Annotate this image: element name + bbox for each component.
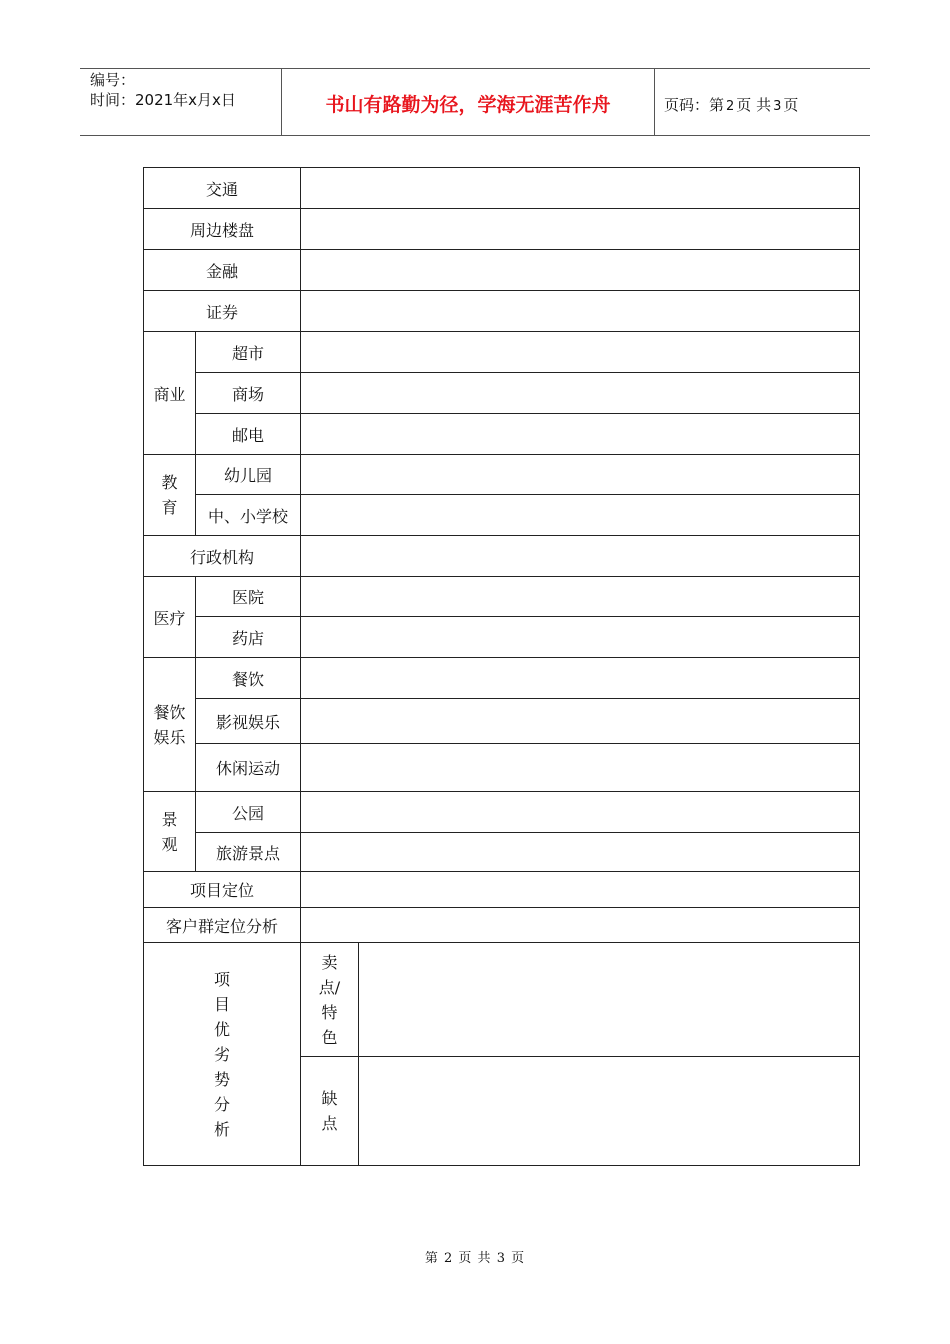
- page-current: 2: [726, 99, 735, 114]
- document-number-label: 编号：: [90, 71, 136, 89]
- row-label-weakness: [301, 1057, 358, 1165]
- header-top-rule: [80, 68, 870, 69]
- group-label-char: 教: [161, 473, 178, 492]
- row-label-finance: 金融: [205, 261, 238, 281]
- group-label-char: 析: [213, 1119, 230, 1139]
- group-label-char: 项: [213, 969, 230, 989]
- group-label-char: 观: [161, 834, 178, 854]
- group-label-char: 育: [161, 498, 178, 517]
- row-label-dining: 餐饮: [231, 669, 264, 689]
- group-label-char: 目: [213, 994, 230, 1014]
- row-label-post-office: 邮电: [231, 425, 264, 445]
- row-label-film-entertainment: 影视娱乐: [215, 712, 280, 732]
- label-char: 卖: [321, 952, 338, 972]
- survey-table: [143, 167, 860, 1166]
- group-label-education: [144, 455, 195, 535]
- row-label-nearby-buildings: 周边楼盘: [189, 220, 254, 240]
- group-label-line: 餐饮: [153, 702, 186, 722]
- group-label-line: 娱乐: [153, 727, 186, 747]
- row-label-schools: 中、小学校: [207, 506, 288, 526]
- group-label-char: 劣: [213, 1044, 230, 1064]
- header-motto: 书山有路勤为径，学海无涯苦作舟: [325, 94, 611, 116]
- label-char: 缺: [321, 1089, 338, 1108]
- row-label-mall: 商场: [231, 384, 264, 404]
- header-meta: [90, 70, 236, 110]
- group-label-char: 分: [213, 1094, 230, 1114]
- document-time-label: 时间：2021年x月x日: [90, 91, 236, 109]
- row-label-kindergarten: 幼儿园: [223, 466, 272, 485]
- row-label-customer-analysis: 客户群定位分析: [165, 916, 278, 936]
- row-label-pharmacy: 药店: [231, 628, 264, 648]
- row-label-leisure-sports: 休闲运动: [215, 759, 280, 778]
- label-char: 色: [321, 1027, 338, 1047]
- header-page-number: [664, 94, 798, 115]
- group-label-landscape: [144, 792, 195, 871]
- row-label-supermarket: 超市: [231, 343, 264, 363]
- label-char: 特: [321, 1002, 338, 1022]
- group-label-medical: 医疗: [153, 608, 186, 628]
- group-label-char: 优: [213, 1019, 230, 1039]
- group-label-dining: [144, 658, 195, 791]
- group-label-char: 景: [161, 809, 178, 829]
- header-divider: [654, 68, 655, 136]
- page-mid: 页 共: [736, 96, 772, 114]
- group-label-commerce: 商业: [153, 384, 186, 404]
- header-bottom-rule: [80, 135, 870, 136]
- row-label-project-positioning: 项目定位: [189, 881, 254, 900]
- group-label-char: 势: [213, 1069, 230, 1089]
- row-label-traffic: 交通: [205, 179, 238, 199]
- page-footer: 第 2 页 共 3 页: [424, 1251, 526, 1266]
- page-prefix: 页码：第: [664, 96, 725, 114]
- row-label-park: 公园: [231, 803, 264, 823]
- row-label-securities: 证券: [205, 302, 238, 322]
- row-label-administration: 行政机构: [189, 547, 254, 567]
- label-char: 点: [321, 1114, 338, 1133]
- row-label-scenic-spots: 旅游景点: [215, 843, 280, 863]
- row-label-selling-points: [301, 943, 358, 1056]
- page-total: 3: [773, 99, 782, 114]
- row-label-hospital: 医院: [231, 588, 264, 607]
- label-char: 点/: [318, 977, 341, 997]
- page-suffix: 页: [783, 96, 799, 114]
- group-label-project-analysis: [144, 943, 300, 1165]
